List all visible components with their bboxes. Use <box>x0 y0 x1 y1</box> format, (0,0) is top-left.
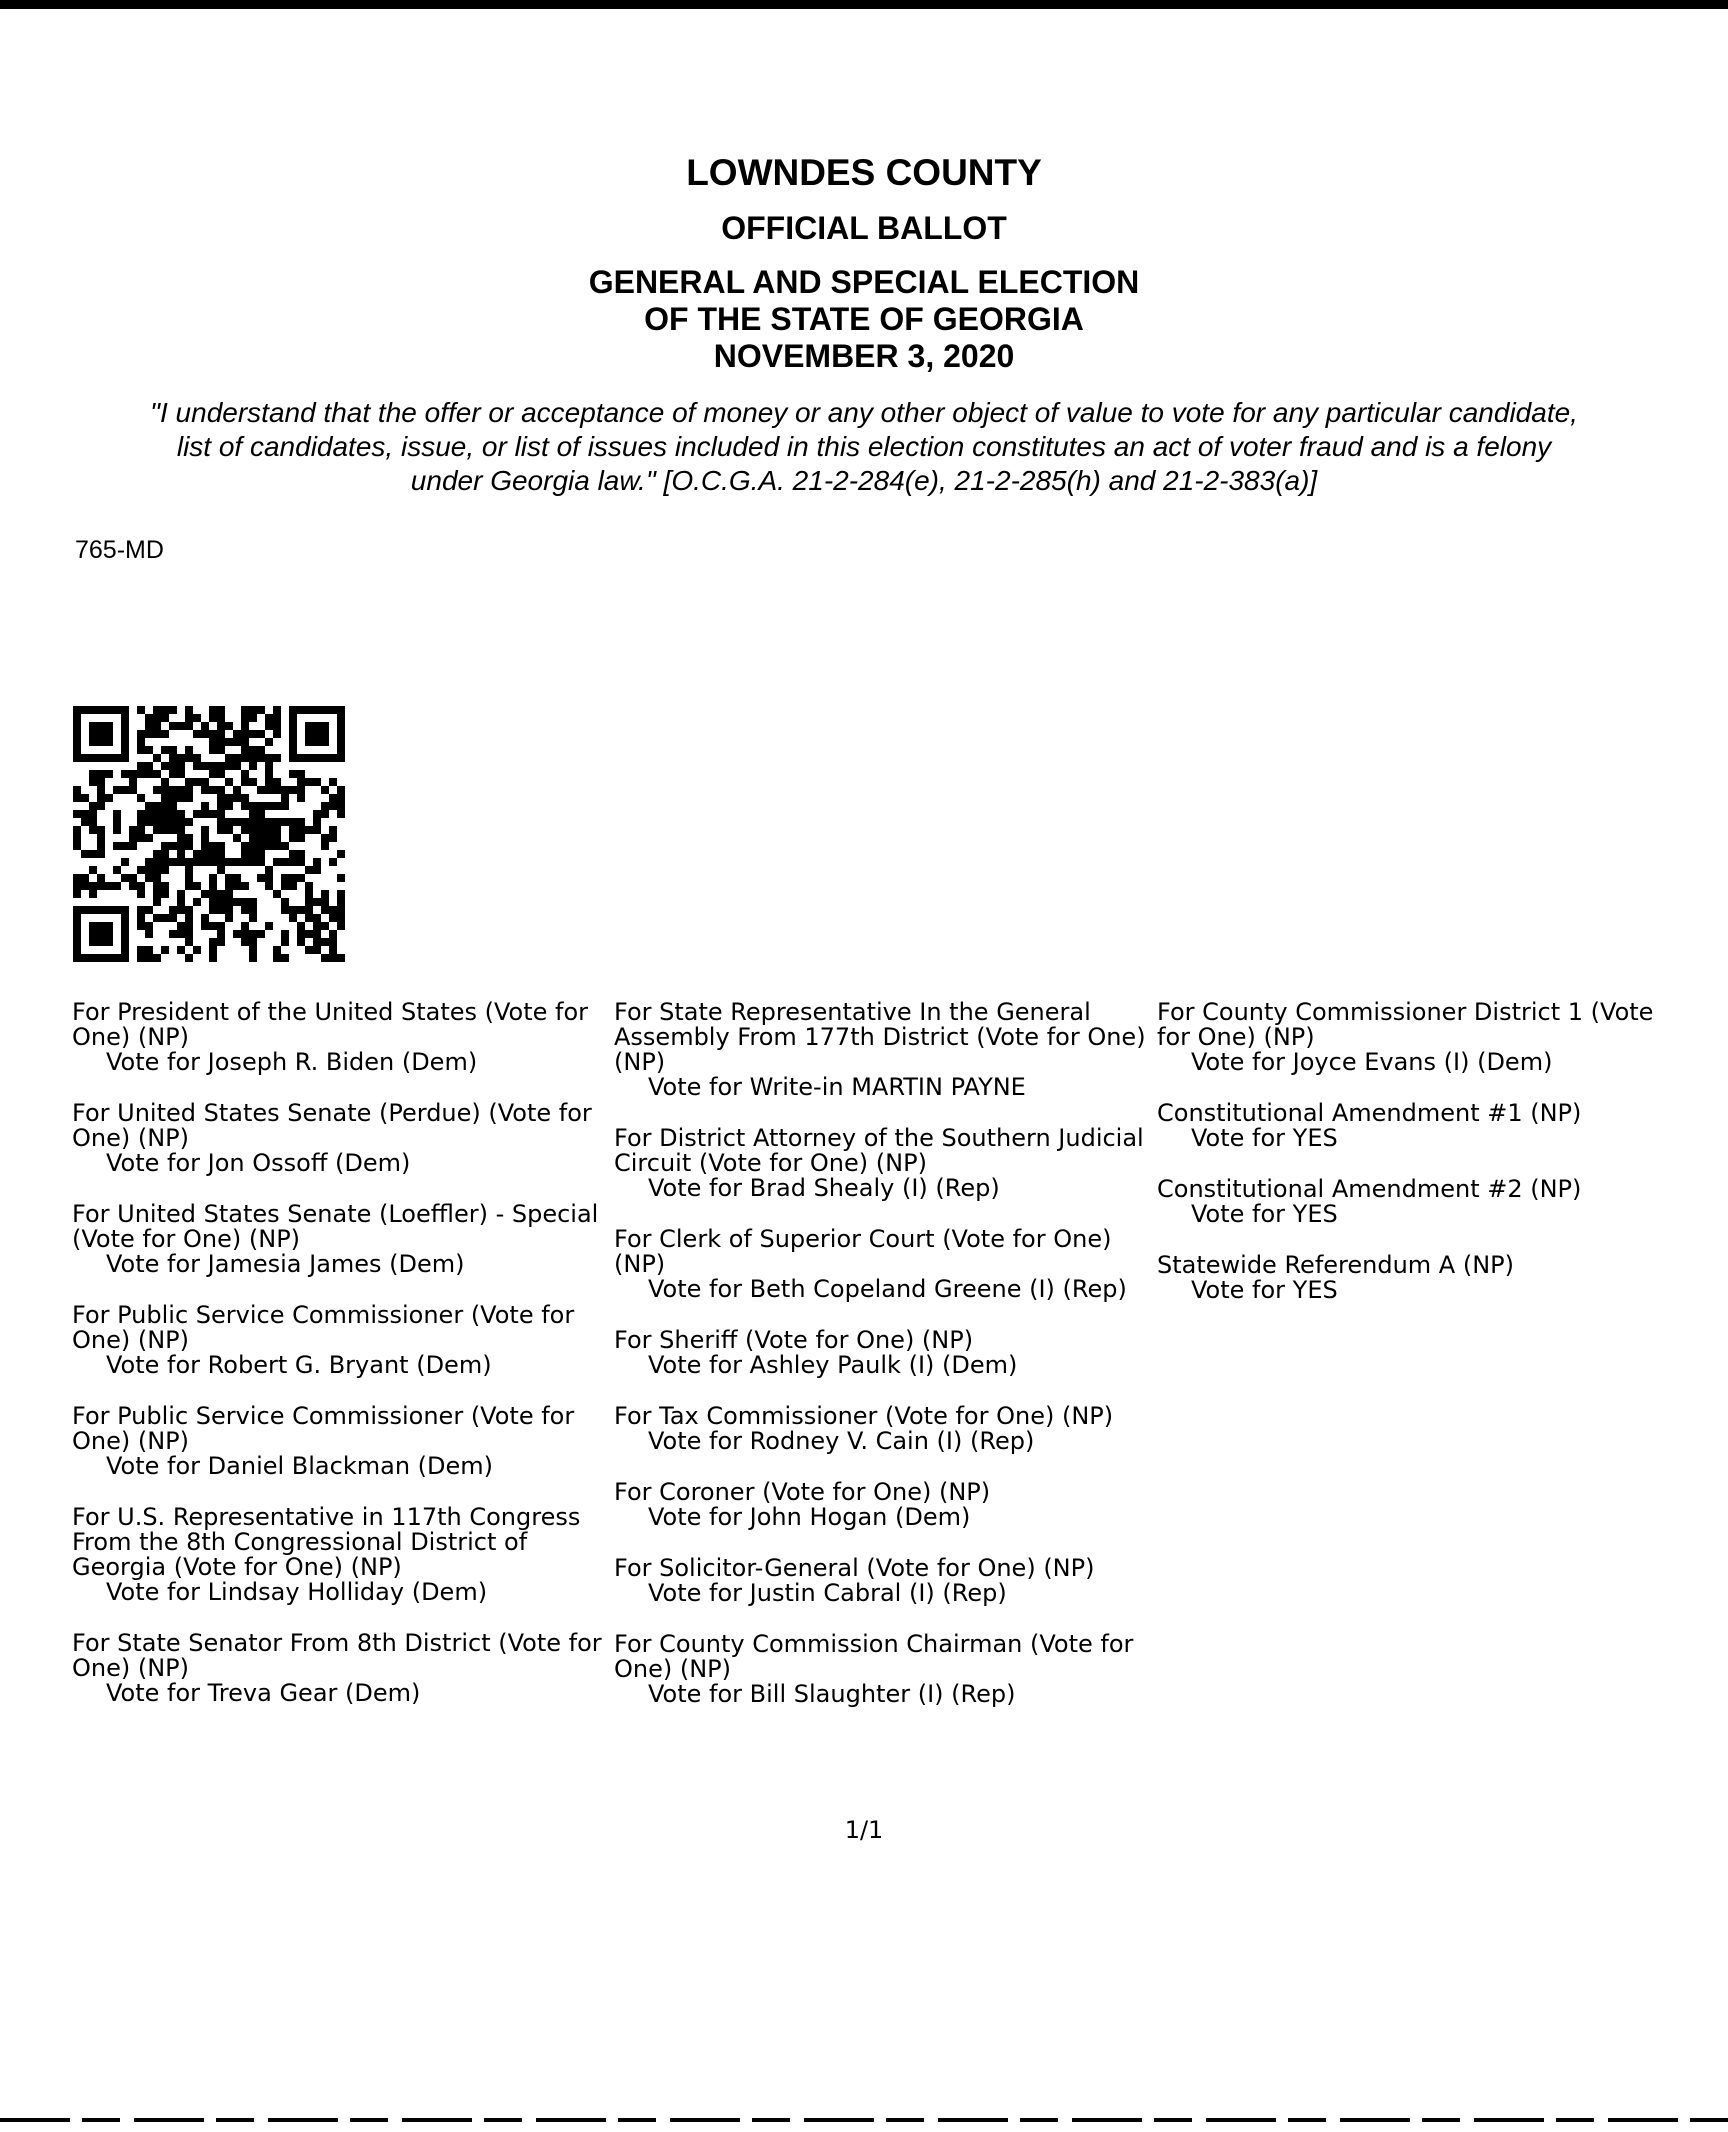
contest-title: For United States Senate (Loeffler) - Special (Vote for One) (NP) <box>72 1200 599 1253</box>
contest <box>614 1227 1154 1302</box>
page-number: 1/1 <box>844 1816 884 1844</box>
oath-line-1: "I understand that the offer or acceptance of money or any other object of value to vote for any particular candidate, <box>150 397 1578 428</box>
contest <box>614 1404 1154 1454</box>
selection: Vote for Ashley Paulk (I) (Dem) <box>648 1351 1018 1379</box>
ballot-column-1 <box>72 1000 612 1732</box>
top-border <box>0 0 1728 9</box>
contest-title: For District Attorney of the Southern Judicial Circuit (Vote for One) (NP) <box>614 1124 1144 1177</box>
qr-code-icon <box>73 706 345 962</box>
selection: Vote for Write-in MARTIN PAYNE <box>648 1073 1026 1101</box>
contest-title: For U.S. Representative in 117th Congress From the 8th Congressional District of Georgia (Vote for One) (NP) <box>72 1503 581 1581</box>
selection: Vote for Joseph R. Biden (Dem) <box>106 1048 478 1076</box>
contest <box>614 1480 1154 1530</box>
ballot-column-2 <box>614 1000 1154 1733</box>
selection: Vote for Jon Ossoff (Dem) <box>106 1149 411 1177</box>
contest <box>614 1328 1154 1378</box>
election-line-1: GENERAL AND SPECIAL ELECTION <box>588 264 1140 300</box>
contest-title: For Public Service Commissioner (Vote for One) (NP) <box>72 1301 575 1354</box>
contest <box>1157 1177 1727 1227</box>
contest-title: For Coroner (Vote for One) (NP) <box>614 1478 991 1506</box>
selection: Vote for Robert G. Bryant (Dem) <box>106 1351 492 1379</box>
selection: Vote for Bill Slaughter (I) (Rep) <box>648 1680 1016 1708</box>
contest <box>1157 1101 1727 1151</box>
selection: Vote for YES <box>1191 1200 1338 1228</box>
selection: Vote for Beth Copeland Greene (I) (Rep) <box>648 1275 1127 1303</box>
ballot-style-code: 765-MD <box>75 536 164 564</box>
selection: Vote for YES <box>1191 1124 1338 1152</box>
selection: Vote for YES <box>1191 1276 1338 1304</box>
contest <box>614 1632 1154 1707</box>
contest-title: For State Representative In the General Assembly From 177th District (Vote for One) (NP) <box>614 998 1146 1076</box>
oath-line-2: list of candidates, issue, or list of issues included in this election constitutes an act of voter fraud and is a felony <box>176 431 1552 462</box>
contest-title: For United States Senate (Perdue) (Vote for One) (NP) <box>72 1099 592 1152</box>
contest <box>614 1126 1154 1201</box>
contest-title: For Solicitor-General (Vote for One) (NP) <box>614 1554 1095 1582</box>
selection: Vote for Treva Gear (Dem) <box>106 1679 421 1707</box>
contest <box>72 1000 612 1075</box>
contest-title: For President of the United States (Vote for One) (NP) <box>72 998 589 1051</box>
contest-title: For Public Service Commissioner (Vote for One) (NP) <box>72 1402 575 1455</box>
bottom-border <box>0 2118 1728 2122</box>
contest-title: Constitutional Amendment #2 (NP) <box>1157 1175 1582 1203</box>
election-title <box>0 264 1728 375</box>
contest <box>1157 1000 1727 1075</box>
selection: Vote for Joyce Evans (I) (Dem) <box>1191 1048 1553 1076</box>
ballot-title: OFFICIAL BALLOT <box>721 210 1007 246</box>
contest-title-line-2: for One) (NP) <box>1157 1023 1315 1051</box>
contest <box>614 1556 1154 1606</box>
contest <box>72 1631 612 1706</box>
selection: Vote for Lindsay Holliday (Dem) <box>106 1578 488 1606</box>
selection: Vote for Justin Cabral (I) (Rep) <box>648 1579 1007 1607</box>
selection: Vote for Daniel Blackman (Dem) <box>106 1452 494 1480</box>
voter-oath <box>60 396 1668 498</box>
selection: Vote for Brad Shealy (I) (Rep) <box>648 1174 1000 1202</box>
contest-title: Constitutional Amendment #1 (NP) <box>1157 1099 1582 1127</box>
contest <box>72 1404 612 1479</box>
ballot-header <box>0 148 1728 375</box>
selection: Vote for John Hogan (Dem) <box>648 1503 971 1531</box>
contest-title-line-1: For County Commissioner District 1 (Vote <box>1157 1000 1654 1026</box>
contest <box>1157 1253 1727 1303</box>
contest-title: For State Senator From 8th District (Vote for One) (NP) <box>72 1629 602 1682</box>
county-title: LOWNDES COUNTY <box>686 152 1042 193</box>
contest-title: For County Commission Chairman (Vote for One) (NP) <box>614 1630 1134 1683</box>
selection: Vote for Jamesia James (Dem) <box>106 1250 465 1278</box>
contest <box>72 1303 612 1378</box>
election-date: NOVEMBER 3, 2020 <box>713 338 1015 374</box>
contest-title: For Sheriff (Vote for One) (NP) <box>614 1326 974 1354</box>
election-line-2: OF THE STATE OF GEORGIA <box>644 301 1084 337</box>
contest-title: For Clerk of Superior Court (Vote for One) (NP) <box>614 1225 1112 1278</box>
ballot-column-3 <box>1157 1000 1727 1329</box>
contest <box>72 1202 612 1277</box>
contest <box>72 1101 612 1176</box>
contest <box>72 1505 612 1605</box>
contest-title: Statewide Referendum A (NP) <box>1157 1251 1514 1279</box>
oath-line-3: under Georgia law." [O.C.G.A. 21-2-284(e), 21-2-285(h) and 21-2-383(a)] <box>410 465 1318 496</box>
contest-title: For Tax Commissioner (Vote for One) (NP) <box>614 1402 1114 1430</box>
contest <box>614 1000 1154 1100</box>
selection: Vote for Rodney V. Cain (I) (Rep) <box>648 1427 1035 1455</box>
